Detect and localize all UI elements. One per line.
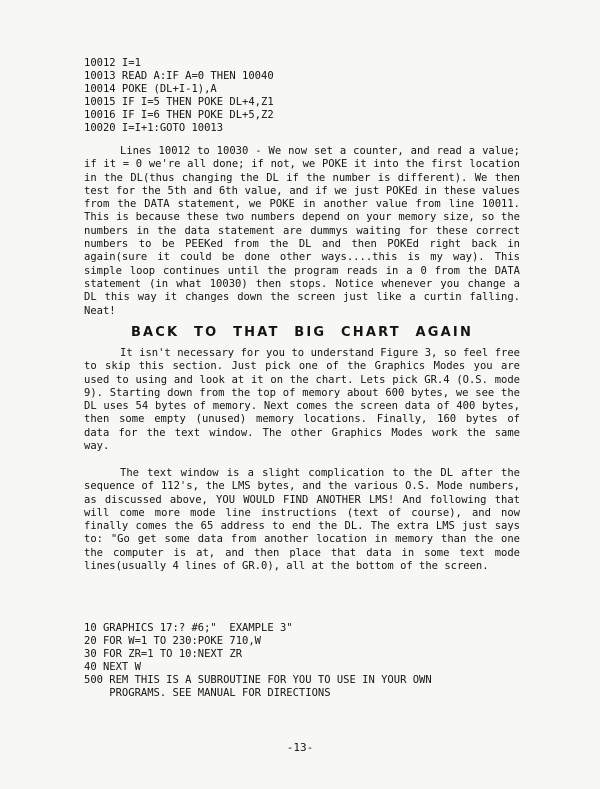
code-line: 40 NEXT W: [84, 661, 141, 673]
code-line: 10014 POKE (DL+I-1),A: [84, 83, 217, 95]
code-line: PROGRAMS. SEE MANUAL FOR DIRECTIONS: [84, 687, 331, 699]
page-number: -13-: [286, 741, 314, 754]
code-line: 10016 IF I=6 THEN POKE DL+5,Z2: [84, 109, 274, 121]
code-line: 10020 I=I+1:GOTO 10013: [84, 122, 224, 134]
code-line: 10 GRAPHICS 17:? #6;" EXAMPLE 3": [84, 622, 293, 634]
code-listing-example: [84, 622, 432, 700]
paragraph-text: The text window is a slight complication to the DL after the sequence of 112's, the LMS bytes, and the various O.S. Mode numbers, as discussed above, YOU WOULD FIND ANOTHER LMS! And following that will come more mode line instructions (text of course), and now finally comes the 65 address to end the DL. The extra LMS just says to: "Go get some data from another location in memory than the one the computer is at, and then place that data in some text mode lines(usually 4 lines of GR.0), all at the bottom of the screen.: [84, 467, 520, 573]
code-line: 500 REM THIS IS A SUBROUTINE FOR YOU TO USE IN YOUR OWN: [84, 674, 432, 686]
paragraph-text: Lines 10012 to 10030 - We now set a counter, and read a value; if it = 0 we're all done; if not, we POKE it into the first location in the DL(thus changing the DL if the number is different). We then test for the 5th and 6th value, and if we just POKEd in these values from the DATA statement, we POKE in another value from line 10011. This is because these two numbers depend on your memory size, so the numbers in the data statement are dummys waiting for these correct numbers to be PEEKed from the DL and then POKEd right back in again(sure it could be done other ways....this is my way). This simple loop continues until the program reads in a 0 from the DATA statement (in what 10030) then stops. Notice whenever you change a DL this way it changes down the screen just like a curtin falling. Neat!: [84, 145, 520, 317]
paragraph-text-window: [84, 467, 520, 573]
code-line: 20 FOR W=1 TO 230:POKE 710,W: [84, 635, 262, 647]
paragraph-chart-intro: [84, 347, 520, 453]
paragraph-lines-explanation: [84, 145, 520, 318]
code-listing-top: [84, 57, 274, 135]
code-line: 10012 I=1: [84, 57, 141, 69]
paragraph-text: It isn't necessary for you to understand Figure 3, so feel free to skip this section. Just pick one of the Graphics Modes you are used to using and look at it on the chart. Lets pick GR.4 (O.S. mode 9). Starting down from the top of memory about 600 bytes, we see the DL uses 54 bytes of memory. Next comes the screen data of 400 bytes, then some empty (unused) memory locations. Finally, 160 bytes of data for the text window. The other Graphics Modes work the same way.: [84, 347, 520, 453]
section-heading: BACK TO THAT BIG CHART AGAIN: [130, 325, 474, 340]
code-line: 10013 READ A:IF A=0 THEN 10040: [84, 70, 274, 82]
code-line: 30 FOR ZR=1 TO 10:NEXT ZR: [84, 648, 243, 660]
code-line: 10015 IF I=5 THEN POKE DL+4,Z1: [84, 96, 274, 108]
